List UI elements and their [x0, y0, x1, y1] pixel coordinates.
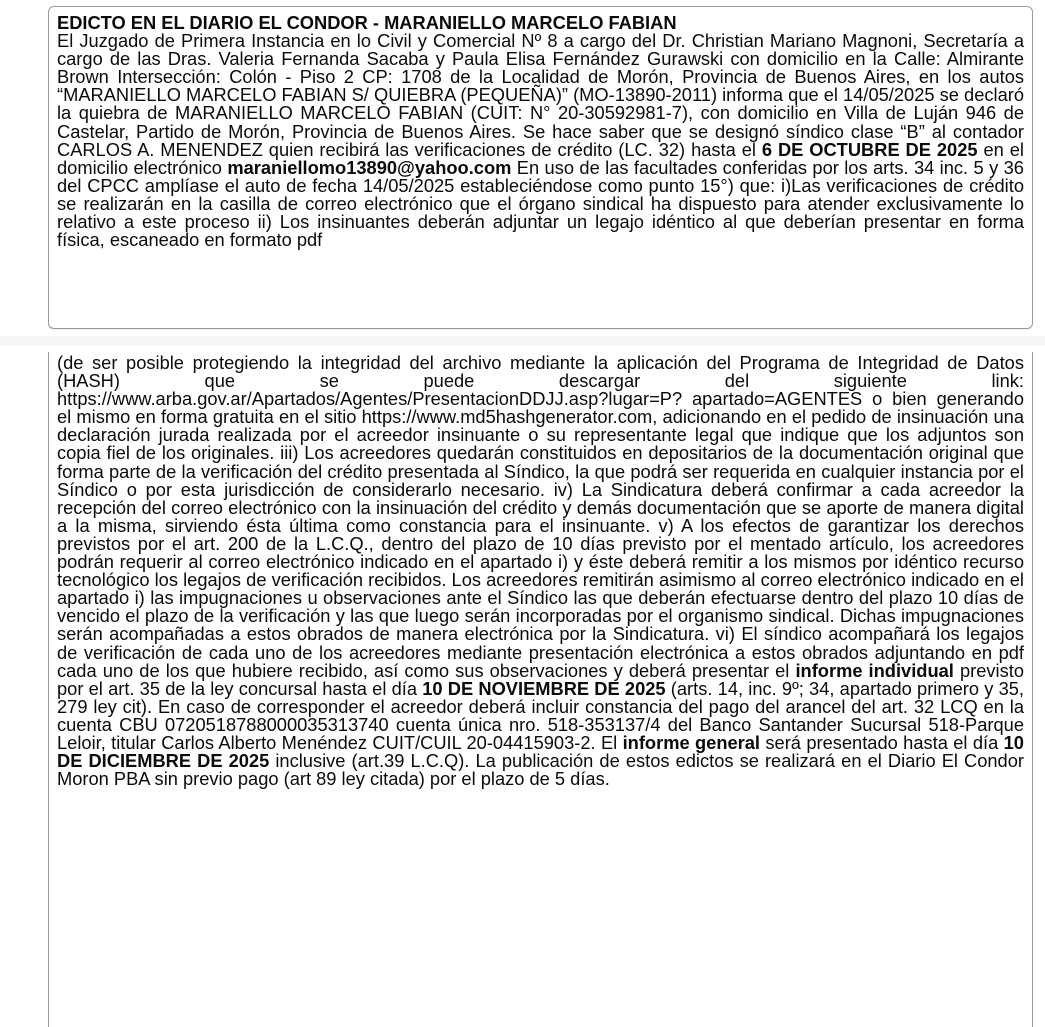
edict-text-top: [57, 14, 1024, 249]
individual-report-deadline: 10 DE NOVIEMBRE DE 2025: [422, 677, 666, 699]
general-report-deadline: 10 DE DICIEMBRE DE 2025: [57, 731, 1024, 772]
edict-paragraph-part: inclusive (art.39 L.C.Q). La publicación de estos edictos se realizará en el Diario El Condor Moron PBA sin previo pago (art 89 ley citada) por el plazo de 5 días.: [57, 750, 1024, 790]
edict-paragraph-part: El Juzgado de Primera Instancia en lo Civil y Comercial Nº 8 a cargo del Dr. Christian Mariano Magnoni, Secretaría a cargo de las Dras. Valeria Fernanda Sacaba y Paula Elisa Fernández Gurawski con domicilio en la Calle: Almirante Brown Intersección: Colón - Piso 2 CP: 1708 de la Localidad de Morón, Provincia de Buenos Aires, en los autos “MARANIELLO MARCELO FABIAN S/ QUIEBRA (PEQUEÑA)” (MO-13890-2011) informa que el 14/05/2025 se declaró la quiebra de MARANIELLO MARCELO FABIAN (CUIT: N° 20-30592981-7), con domicilio en Villa de Luján 946 de Castelar, Partido de Morón, Provincia de Buenos Aires. Se hace saber que se designó síndico clase “B” al contador CARLOS A. MENENDEZ quien recibirá las verificaciones de crédito (LC. 32) hasta el: [57, 30, 1024, 160]
individual-report-label: informe individual: [795, 659, 954, 681]
edict-paragraph-part: previsto por el art. 35 de la ley concursal hasta el día: [57, 659, 1024, 699]
edict-clipping-bottom: [48, 352, 1033, 1027]
edict-paragraph-part: En uso de las facultades conferidas por los arts. 34 inc. 5 y 36 del CPCC amplíase el auto de fecha 14/05/2025 estableciéndose como punto 15°) que: i)Las verificaciones de crédito se realizarán en la casilla de correo electrónico que el órgano sindical ha dispuesto para atender exclusivamente lo relativo a este proceso ii) Los insinuantes deberán adjuntar un legajo idéntico al que deberían presentar en forma física, escaneado en formato pdf: [57, 156, 1024, 251]
page-gap: [0, 336, 1045, 346]
edict-clipping-top: [48, 6, 1033, 329]
edict-paragraph-part: en el domicilio electrónico: [57, 138, 1024, 178]
edict-text-bottom: [57, 354, 1024, 788]
verification-deadline: 6 DE OCTUBRE DE 2025: [761, 138, 978, 160]
edict-paragraph-part: (de ser posible protegiendo la integridad del archivo mediante la aplicación del Programa de Integridad de Datos (HASH) que se puede descargar del siguiente link: https://www.arba.gov.ar/Apartados/Agentes/PresentacionDDJJ.asp?lugar=P? apartado=AGENTES o bien generando el mismo en forma gratuita en el sitio https://www.md5hashgenerator.com, adicionando en el pedido de insinuación una declaración jurada realizada por el acreedor insinuante o su representante legal que indique que los adjuntos son copia fiel de los originales. iii) Los acreedores quedarán constituidos en depositarios de la documentación original que forma parte de la verificación del crédito presentada al Síndico, la que podrá ser requerida en cualquier instancia por el Síndico o por esta jurisdicción de considerarlo necesario. iv) La Sindicatura deberá confirmar a cada acreedor la recepción del correo electrónico con la insinuación del crédito y demás documentación que se aporte de manera digital a la misma, sirviendo ésta última como constancia para el insinuante. v) A los efectos de garantizar los derechos previstos por el art. 200 de la L.C.Q., dentro del plazo de 10 días previsto por el mentado artículo, los acreedores podrán requerir al correo electrónico indicado en el apartado i) y éste deberá remitir a los mismos por idéntico recurso tecnológico los legajos de verificación recibidos. Los acreedores remitirán asimismo al correo electrónico indicado en el apartado i) las impugnaciones u observaciones ante el Síndico las que deberán efectuarse dentro del plazo 10 días de vencido el plazo de la verificación y las que luego serán incorporadas por el organismo sindical. Dichas impugnaciones serán acompañadas a estos obrados de manera electrónica por la Sindicatura. vi) El síndico acompañará los legajos de verificación de cada uno de los acreedores mediante presentación electrónica a estos obrados adjuntando en pdf cada uno de los que hubiere recibido, así como sus observaciones y deberá presentar el: [57, 352, 1024, 681]
general-report-label: informe general: [622, 731, 761, 753]
edict-paragraph-part: (arts. 14, inc. 9º; 34, apartado primero y 35, 279 ley cit). En caso de corresponder el acreedor deberá incluir constancia del pago del arancel del art. 32 LCQ en la cuenta CBU 0720518788000035313740 cuenta única nro. 518-353137/4 del Banco Santander Sucursal 518-Parque Leloir, titular Carlos Alberto Menéndez CUIT/CUIL 20-04415903-2. El: [57, 677, 1024, 753]
edict-paragraph-part: será presentado hasta el día: [765, 731, 999, 753]
trustee-email: maraniellomo13890@yahoo.com: [227, 156, 512, 178]
edict-title: EDICTO EN EL DIARIO EL CONDOR - MARANIELLO MARCELO FABIAN: [57, 12, 677, 33]
